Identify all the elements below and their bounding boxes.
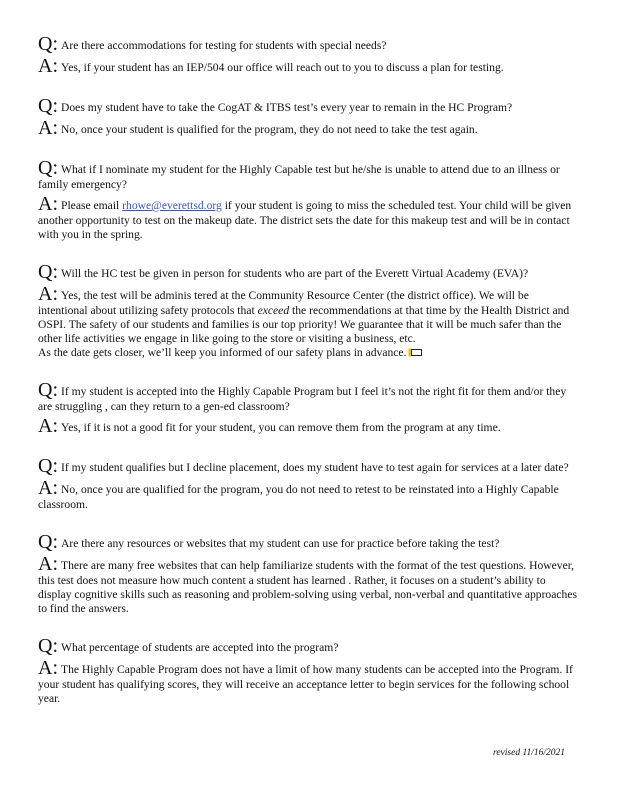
- question: [38, 380, 578, 414]
- answer-text: No, once your student is qualified for the program, they do not need to take the test again.: [61, 123, 478, 136]
- q-label: Q:: [38, 531, 58, 553]
- answer-text: There are many free websites that can help familiarize students with the format of the test questions. However, this test does not measure how much content a student has learned . Rather, it focuses on a student’s ability to display cognitive skills such as reasoning and problem-solving using verbal, non-verbal and quantitative approaches to find the answers.: [38, 559, 577, 615]
- answer-text: Yes, if your student has an IEP/504 our office will reach out to you to discuss a plan for testing.: [61, 61, 504, 74]
- question-text: If my student qualifies but I decline placement, does my student have to test again for services at a later date?: [61, 461, 569, 474]
- question-text: Will the HC test be given in person for students who are part of the Everett Virtual Academy (EVA)?: [61, 267, 529, 280]
- q-label: Q:: [38, 95, 58, 117]
- faq-item: [38, 262, 578, 360]
- answer-text: The Highly Capable Program does not have a limit of how many students can be accepted into the Program. If your student has qualifying scores, they will receive an acceptance letter to begin services for the following school year.: [38, 663, 573, 705]
- q-label: Q:: [38, 33, 58, 55]
- answer-text: Please email: [61, 199, 123, 212]
- faq-item: [38, 380, 578, 436]
- q-label: Q:: [38, 157, 58, 179]
- question: [38, 34, 578, 54]
- q-label: Q:: [38, 379, 58, 401]
- answer: [38, 478, 578, 512]
- revised-date: revised 11/16/2021: [493, 748, 566, 758]
- a-label: A:: [38, 283, 58, 305]
- question-text: Are there accommodations for testing for students with special needs?: [61, 39, 387, 52]
- faq-item: [38, 456, 578, 512]
- smile-emoji-icon: [408, 348, 422, 357]
- faq-item: [38, 636, 578, 706]
- question: [38, 158, 578, 192]
- answer-text: No, once you are qualified for the program, you do not need to retest to be reinstated into a Highly Capable classroom.: [38, 483, 559, 511]
- a-label: A:: [38, 415, 58, 437]
- answer: [38, 284, 578, 346]
- question-text: If my student is accepted into the Highly Capable Program but I feel it’s not the right fit for them and/or they are struggling , can they return to a gen-ed classroom?: [38, 385, 567, 413]
- a-label: A:: [38, 193, 58, 215]
- answer-continued: [38, 346, 578, 360]
- answer: [38, 118, 578, 138]
- question: [38, 262, 578, 282]
- faq-item: [38, 96, 578, 138]
- q-label: Q:: [38, 635, 58, 657]
- question: [38, 456, 578, 476]
- question: [38, 636, 578, 656]
- a-label: A:: [38, 477, 58, 499]
- answer: [38, 194, 578, 242]
- q-label: Q:: [38, 455, 58, 477]
- q-label: Q:: [38, 261, 58, 283]
- a-label: A:: [38, 553, 58, 575]
- question-text: What if I nominate my student for the Highly Capable test but he/she is unable to attend due to an illness or family emergency?: [38, 163, 560, 191]
- answer: [38, 416, 578, 436]
- a-label: A:: [38, 117, 58, 139]
- answer: [38, 56, 578, 76]
- question: [38, 96, 578, 116]
- answer-text: if your student is going to miss the scheduled test. Your child will be given another opportunity to test on the makeup date. The district sets the date for this makeup test and will be in contact with you in the spring.: [38, 199, 572, 241]
- answer: [38, 658, 578, 706]
- a-label: A:: [38, 55, 58, 77]
- faq-item: [38, 34, 578, 76]
- answer-text: As the date gets closer, we’ll keep you informed of our safety plans in advance.: [38, 346, 407, 359]
- answer-text: Yes, the test will be adminis tered at the Community Resource Center (the district office). We will be intentional about utilizing safety protocols that: [38, 289, 529, 317]
- email-link[interactable]: rhowe@everettsd.org: [122, 199, 222, 212]
- faq-item: [38, 532, 578, 616]
- question: [38, 532, 578, 552]
- faq-document: [38, 34, 578, 706]
- question-text: Does my student have to take the CogAT & ITBS test’s every year to remain in the HC Program?: [61, 101, 513, 114]
- a-label: A:: [38, 657, 58, 679]
- question-text: Are there any resources or websites that my student can use for practice before taking the test?: [61, 537, 500, 550]
- answer-text: Yes, if it is not a good fit for your student, you can remove them from the program at any time.: [61, 421, 501, 434]
- faq-item: [38, 158, 578, 242]
- answer: [38, 554, 578, 616]
- answer-emphasis: exceed: [257, 304, 290, 317]
- question-text: What percentage of students are accepted into the program?: [61, 641, 339, 654]
- answer-text: the recommendations at that time by the Health District and OSPI. The safety of our students and families is our top priority! We guarantee that it will be much safer than the other life activities we engage in like going to the store or visiting a business, etc.: [38, 304, 570, 345]
